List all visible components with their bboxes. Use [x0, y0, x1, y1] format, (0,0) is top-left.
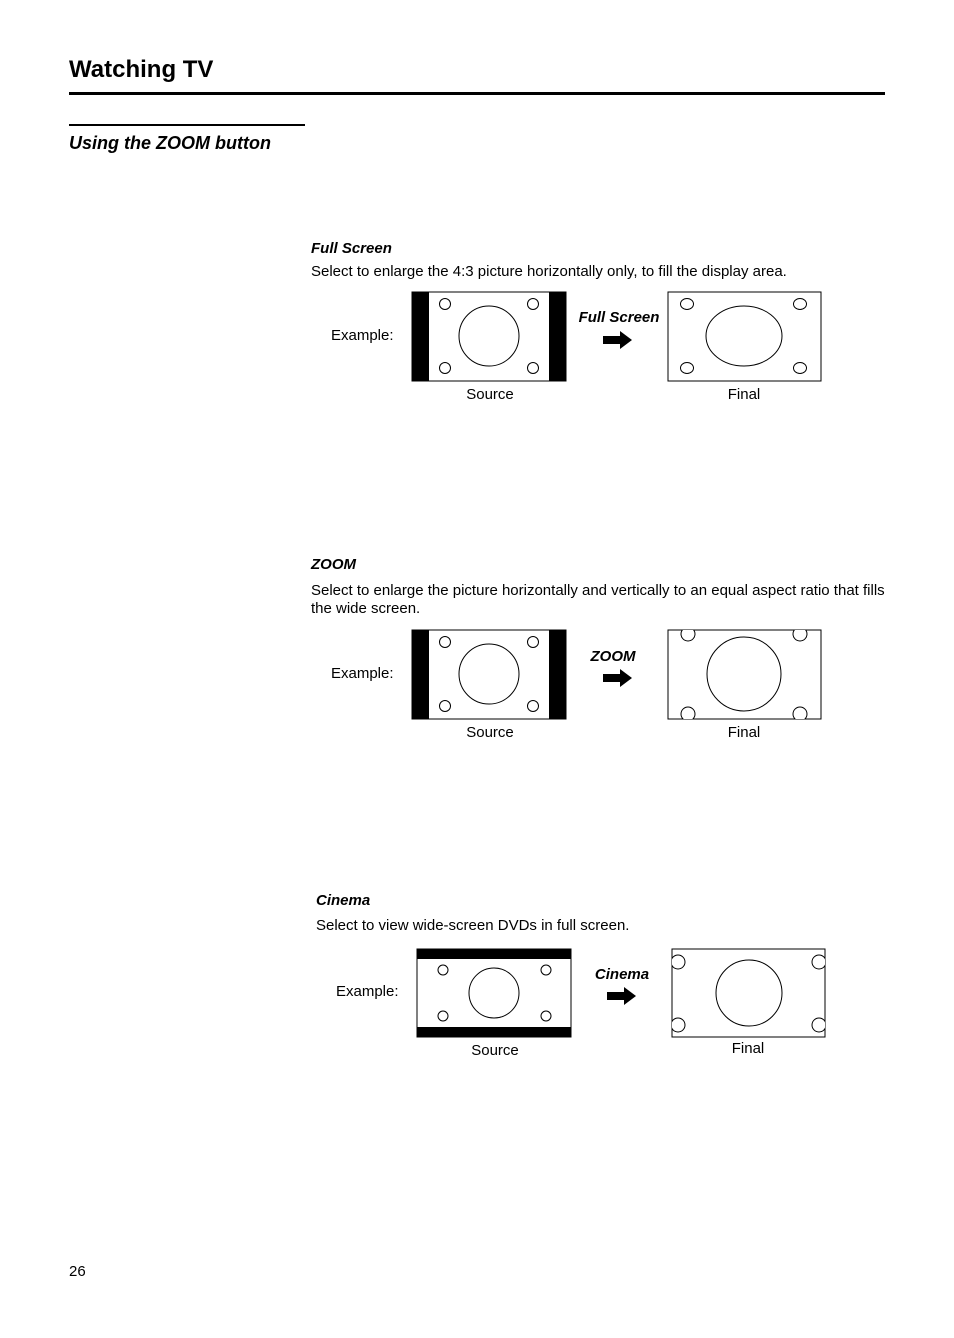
mode-description: Select to enlarge the 4:3 picture horizontally only, to fill the display area. — [311, 263, 787, 280]
final-caption: Final — [731, 1040, 765, 1057]
final-screen-full — [666, 291, 824, 385]
right-arrow-icon — [603, 669, 633, 687]
source-caption: Source — [471, 1042, 519, 1059]
final-caption: Final — [727, 724, 761, 741]
right-arrow-icon — [603, 331, 633, 349]
example-label: Example: — [331, 665, 394, 682]
right-arrow-icon — [607, 987, 637, 1005]
source-caption: Source — [466, 386, 514, 403]
title-divider — [69, 92, 885, 95]
arrow-label: Full Screen — [578, 309, 660, 326]
page-number: 26 — [69, 1263, 86, 1280]
example-label: Example: — [331, 327, 394, 344]
arrow-label: Cinema — [594, 966, 650, 983]
mode-heading: Cinema — [316, 892, 371, 909]
mode-heading: ZOOM — [311, 556, 356, 573]
example-label: Example: — [336, 983, 399, 1000]
section-heading: Using the ZOOM button — [69, 133, 271, 153]
mode-description: Select to view wide-screen DVDs in full screen. — [316, 917, 630, 934]
section-divider — [69, 124, 305, 126]
final-screen-cinema — [670, 948, 828, 1042]
source-screen-pillarbox — [410, 291, 570, 385]
source-caption: Source — [466, 724, 514, 741]
source-screen-letterbox — [415, 948, 575, 1042]
final-caption: Final — [727, 386, 761, 403]
mode-heading: Full Screen — [311, 240, 392, 257]
page-title: Watching TV — [69, 56, 214, 83]
arrow-label: ZOOM — [590, 648, 636, 665]
final-screen-zoom — [666, 629, 824, 723]
mode-description: Select to enlarge the picture horizontally and vertically to an equal aspect ratio that fills the wide screen. — [311, 582, 885, 617]
source-screen-pillarbox — [410, 629, 570, 723]
